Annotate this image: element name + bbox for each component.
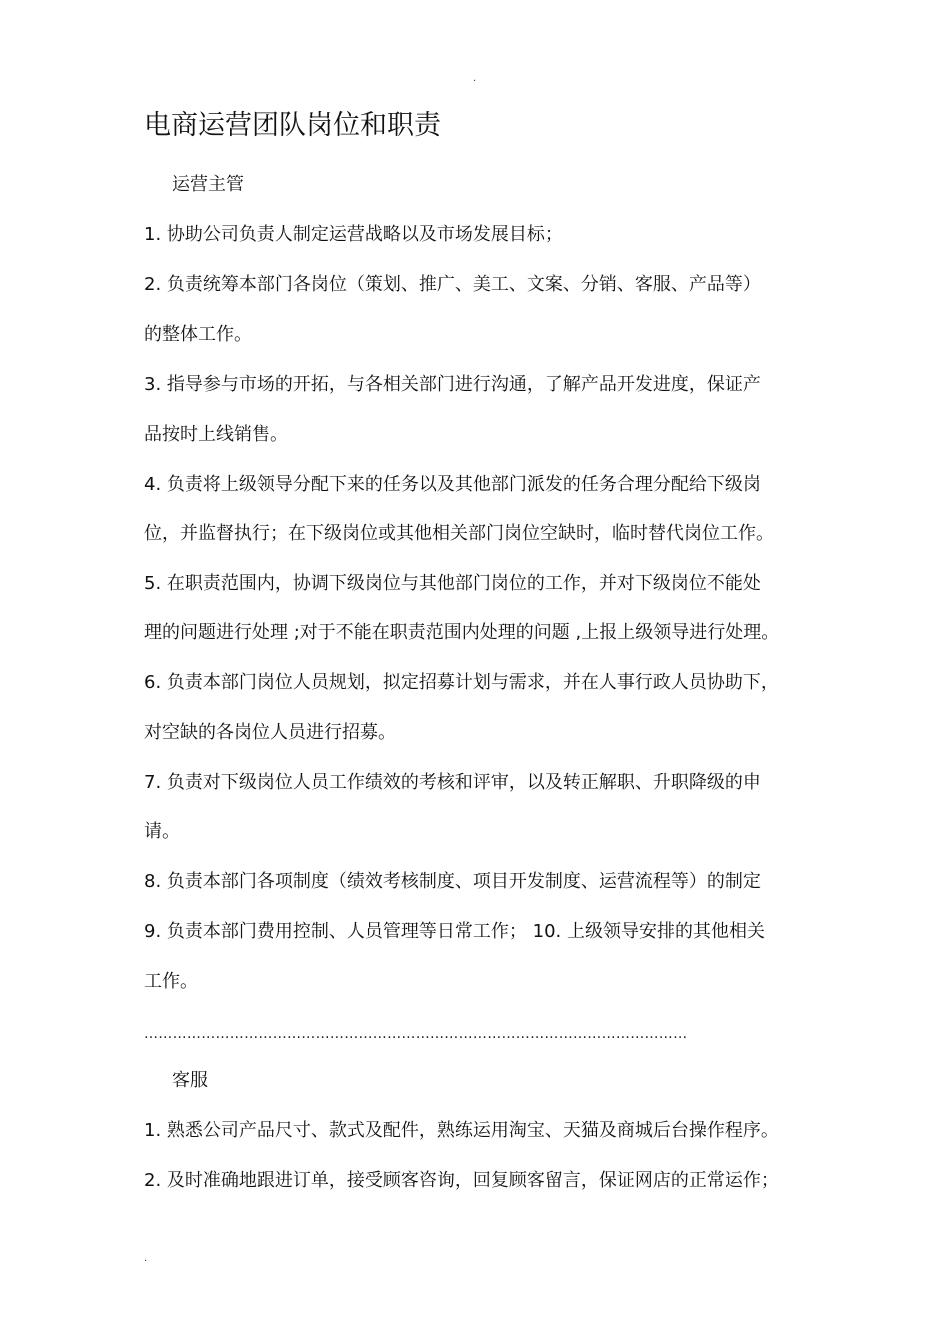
footer-mark: .	[144, 1253, 148, 1264]
duty-line: 8. 负责本部门各项制度（绩效考核制度、项目开发制度、运营流程等）的制定	[144, 871, 761, 892]
duty-line: 工作。	[144, 971, 198, 992]
duty-line: 位，并监督执行；在下级岗位或其他相关部门岗位空缺时，临时替代岗位工作。	[144, 523, 774, 544]
document-title: 电商运营团队岗位和职责	[144, 110, 441, 141]
section-separator: ……………………………………………………………………………………………………	[144, 1026, 688, 1042]
duty-line: 对空缺的各岗位人员进行招募。	[144, 722, 396, 743]
section-heading-customer-service: 客服	[172, 1070, 208, 1091]
duty-line: 的整体工作。	[144, 324, 252, 345]
header-mark: .	[473, 73, 477, 84]
duty-line: 3. 指导参与市场的开拓，与各相关部门进行沟通，了解产品开发进度，保证产	[144, 374, 761, 395]
duty-line: 4. 负责将上级领导分配下来的任务以及其他部门派发的任务合理分配给下级岗	[144, 474, 761, 495]
duty-line: 2. 负责统筹本部门各岗位（策划、推广、美工、文案、分销、客服、产品等）	[144, 274, 761, 295]
duty-line: 9. 负责本部门费用控制、人员管理等日常工作； 10. 上级领导安排的其他相关	[144, 921, 765, 942]
section-heading-operations-manager: 运营主管	[172, 174, 244, 195]
duty-line: 5. 在职责范围内，协调下级岗位与其他部门岗位的工作，并对下级岗位不能处	[144, 573, 761, 594]
duty-line: 1. 熟悉公司产品尺寸、款式及配件，熟练运用淘宝、天猫及商城后台操作程序。	[144, 1120, 779, 1141]
duty-line: 品按时上线销售。	[144, 424, 288, 445]
duty-line: 请。	[144, 821, 180, 842]
duty-line: 6. 负责本部门岗位人员规划，拟定招募计划与需求，并在人事行政人员协助下，	[144, 672, 779, 693]
duty-line: 理的问题进行处理 ;对于不能在职责范围内处理的问题 ,上报上级领导进行处理。	[144, 622, 780, 643]
duty-line: 2. 及时准确地跟进订单，接受顾客咨询，回复顾客留言，保证网店的正常运作；	[144, 1170, 779, 1191]
duty-line: 1. 协助公司负责人制定运营战略以及市场发展目标；	[144, 224, 563, 245]
duty-line: 7. 负责对下级岗位人员工作绩效的考核和评审，以及转正解职、升职降级的申	[144, 772, 761, 793]
